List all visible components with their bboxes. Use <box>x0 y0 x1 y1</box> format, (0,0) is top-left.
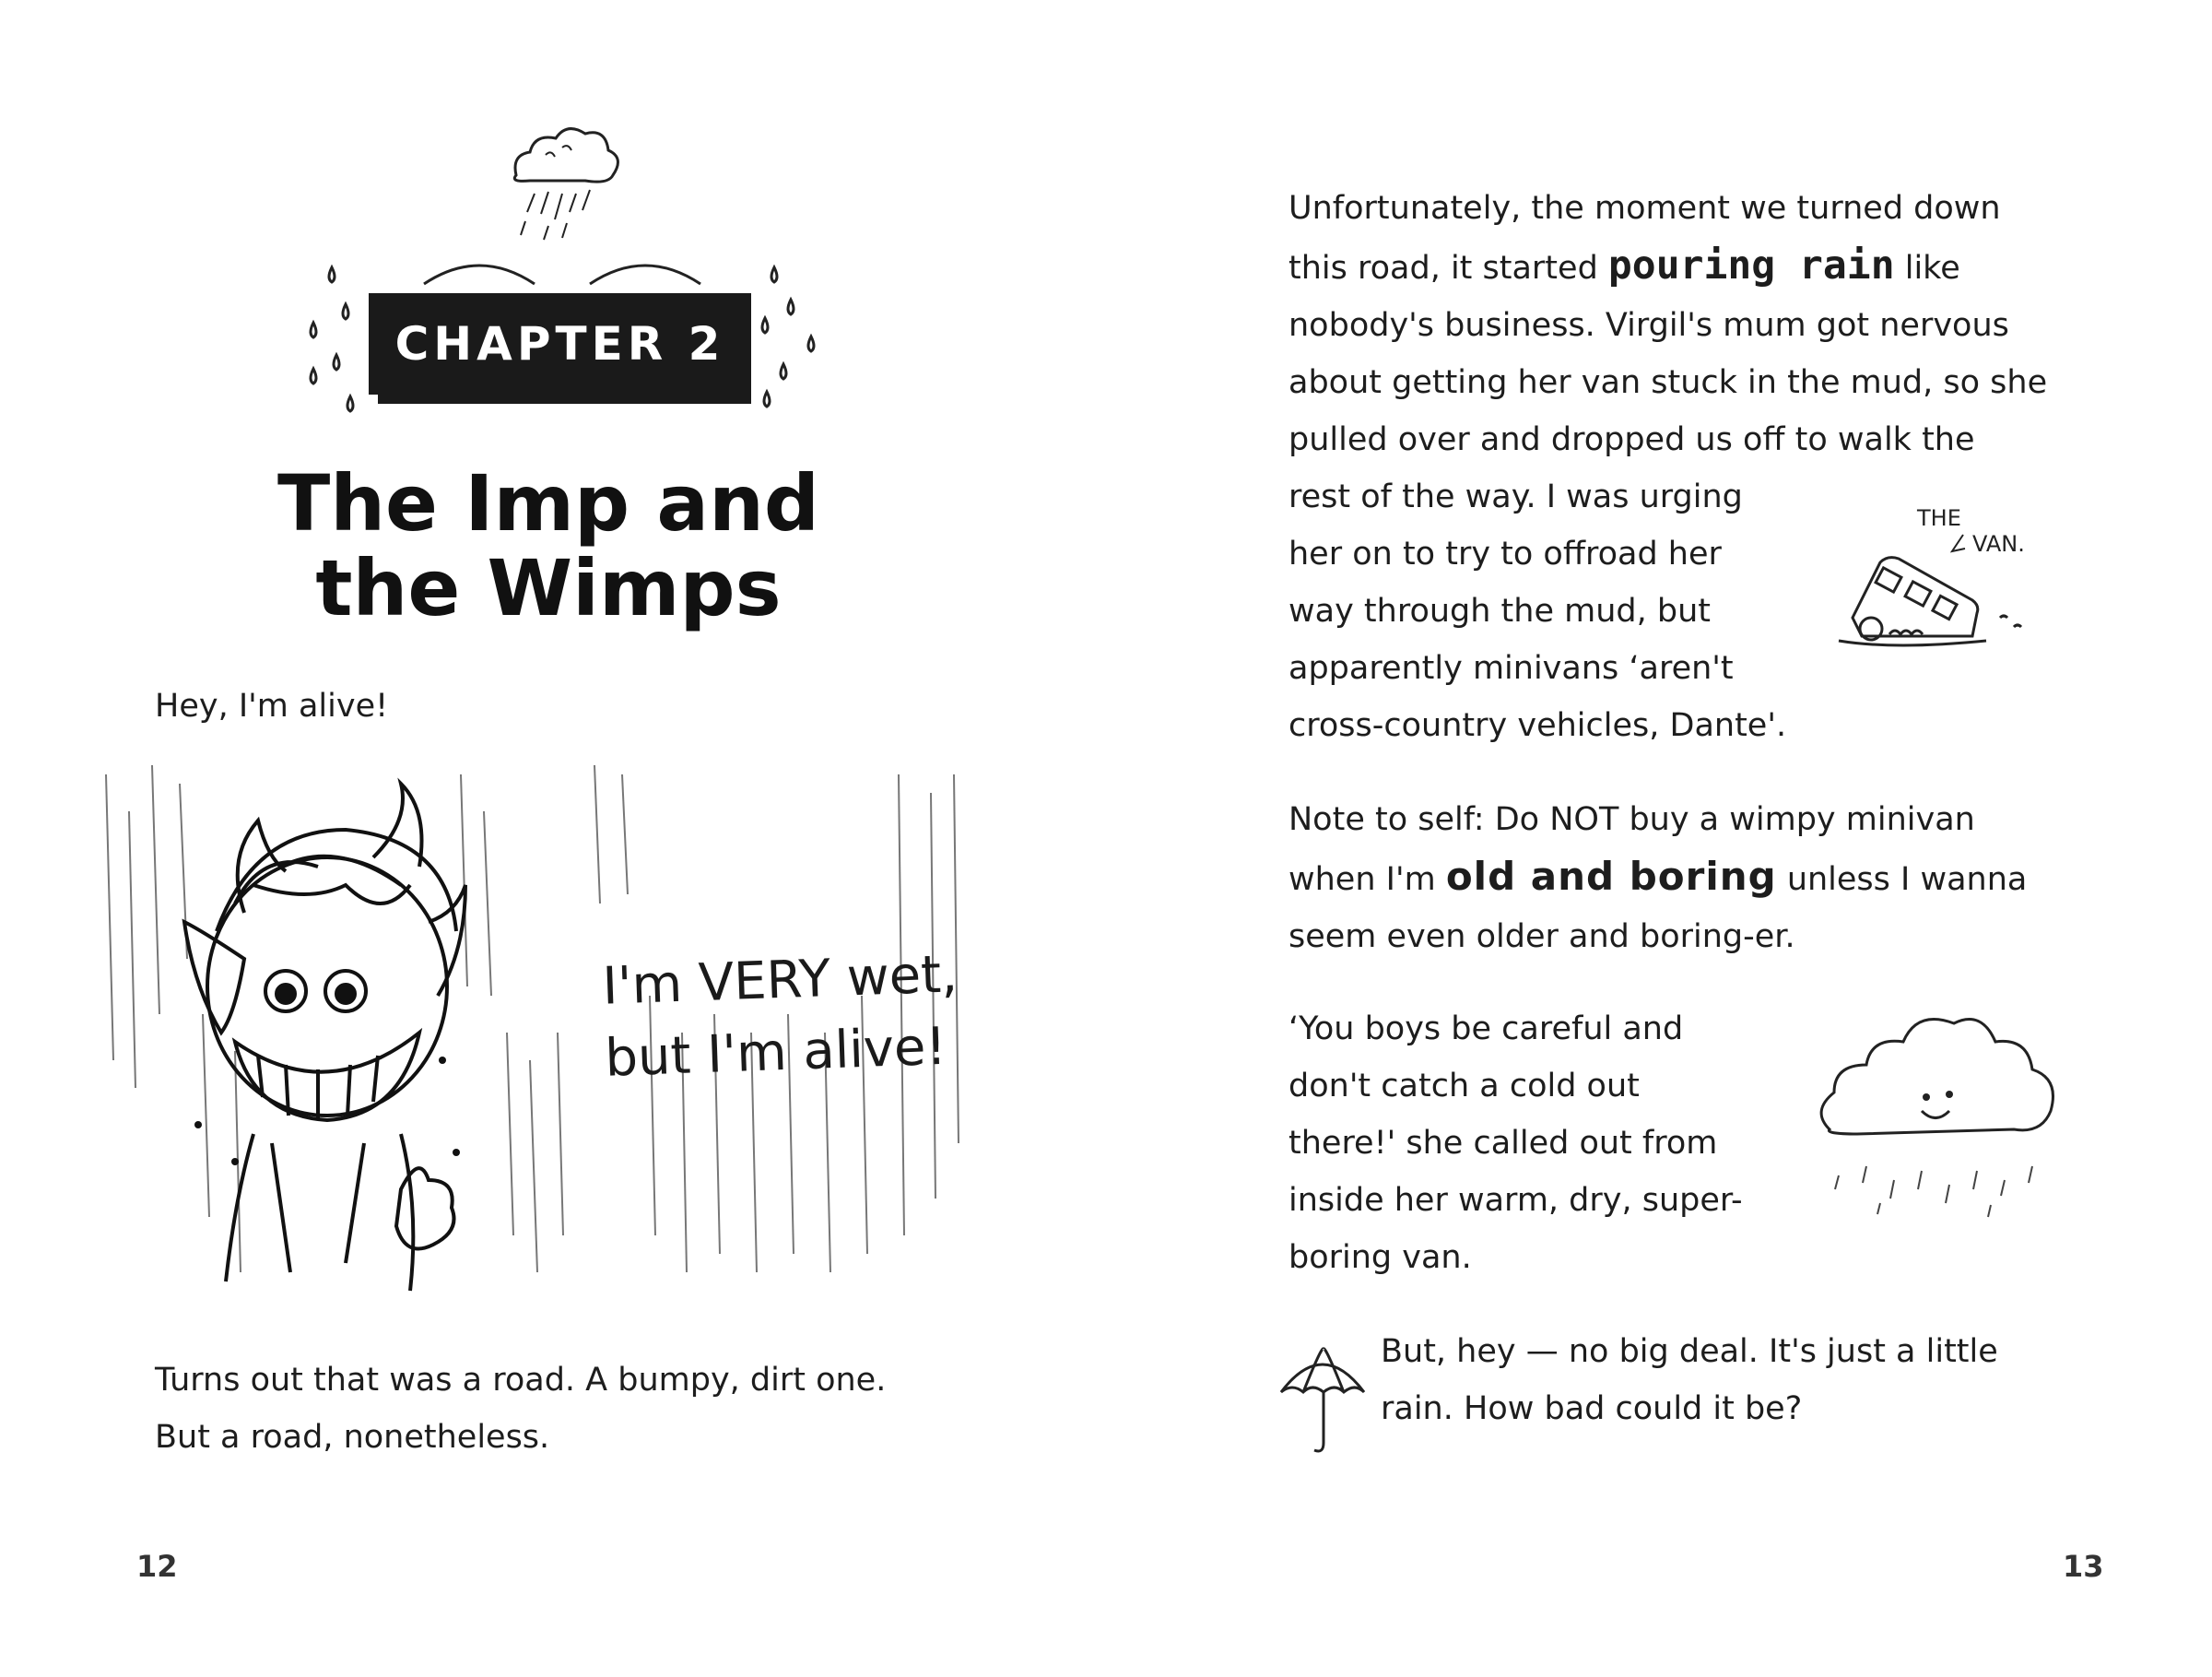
page-number-right: 13 <box>2063 1549 2104 1584</box>
van-illustration <box>1834 498 2055 664</box>
page-number-left: 12 <box>136 1549 178 1584</box>
text-line: cross-country vehicles, Dante'. <box>1288 707 1787 744</box>
text-line: inside her warm, dry, super- <box>1288 1182 1743 1219</box>
text-line: about getting her van stuck in the mud, so she <box>1288 364 2048 401</box>
smiling-cloud-illustration <box>1802 1000 2078 1231</box>
emphasis-old-and-boring: old and boring <box>1445 854 1777 899</box>
text-line: seem even older and boring-er. <box>1288 918 1795 955</box>
road-line: But a road, nonetheless. <box>155 1419 550 1456</box>
text-line: ‘You boys be careful and <box>1288 1010 1684 1047</box>
van-label-2: VAN. <box>1972 531 2025 557</box>
chapter-label: CHAPTER 2 <box>394 317 725 371</box>
paragraph-rain <box>1288 180 2047 754</box>
text-span: this road, it started <box>1288 250 1608 287</box>
text-line: way through the mud, but <box>1288 593 1711 630</box>
text-line: But, hey — no big deal. It's just a little <box>1381 1333 1998 1370</box>
text-line: her on to try to offroad her <box>1288 536 1722 573</box>
right-page <box>1106 0 2212 1677</box>
text-line: rain. How bad could it be? <box>1381 1390 1803 1427</box>
text-line: pulled over and dropped us off to walk the <box>1288 421 1975 458</box>
chapter-title: The Imp and the Wimps <box>276 458 820 633</box>
paragraph-closing <box>1381 1323 1998 1437</box>
text-line: nobody's business. Virgil's mum got nervous <box>1288 307 2009 344</box>
text-span: when I'm <box>1288 861 1446 898</box>
text-span: unless I wanna <box>1776 861 2028 898</box>
road-paragraph <box>155 1352 886 1466</box>
text-line: apparently minivans ‘aren't <box>1288 650 1734 687</box>
van-label-1: THE <box>1917 505 1961 531</box>
hey-line: Hey, I'm alive! <box>155 688 389 725</box>
speech-text: I'm VERY wet, but I'm alive! <box>601 944 959 1089</box>
umbrella-icon <box>1272 1341 1373 1461</box>
emphasis-pouring-rain: pouring rain <box>1607 242 1895 289</box>
text-line: don't catch a cold out <box>1288 1068 1640 1104</box>
text-line <box>1288 848 2027 908</box>
text-line <box>1288 237 2047 297</box>
text-line: there!' she called out from <box>1288 1125 1718 1162</box>
text-line: Note to self: Do NOT buy a wimpy minivan <box>1288 801 1975 838</box>
text-line: Unfortunately, the moment we turned down <box>1288 190 2001 227</box>
road-line: Turns out that was a road. A bumpy, dirt one. <box>155 1362 887 1399</box>
paragraph-mum <box>1288 1000 1743 1286</box>
text-span: like <box>1894 250 1960 287</box>
paragraph-note <box>1288 791 2027 965</box>
text-line: rest of the way. I was urging <box>1288 478 1743 515</box>
text-line: boring van. <box>1288 1239 1472 1276</box>
